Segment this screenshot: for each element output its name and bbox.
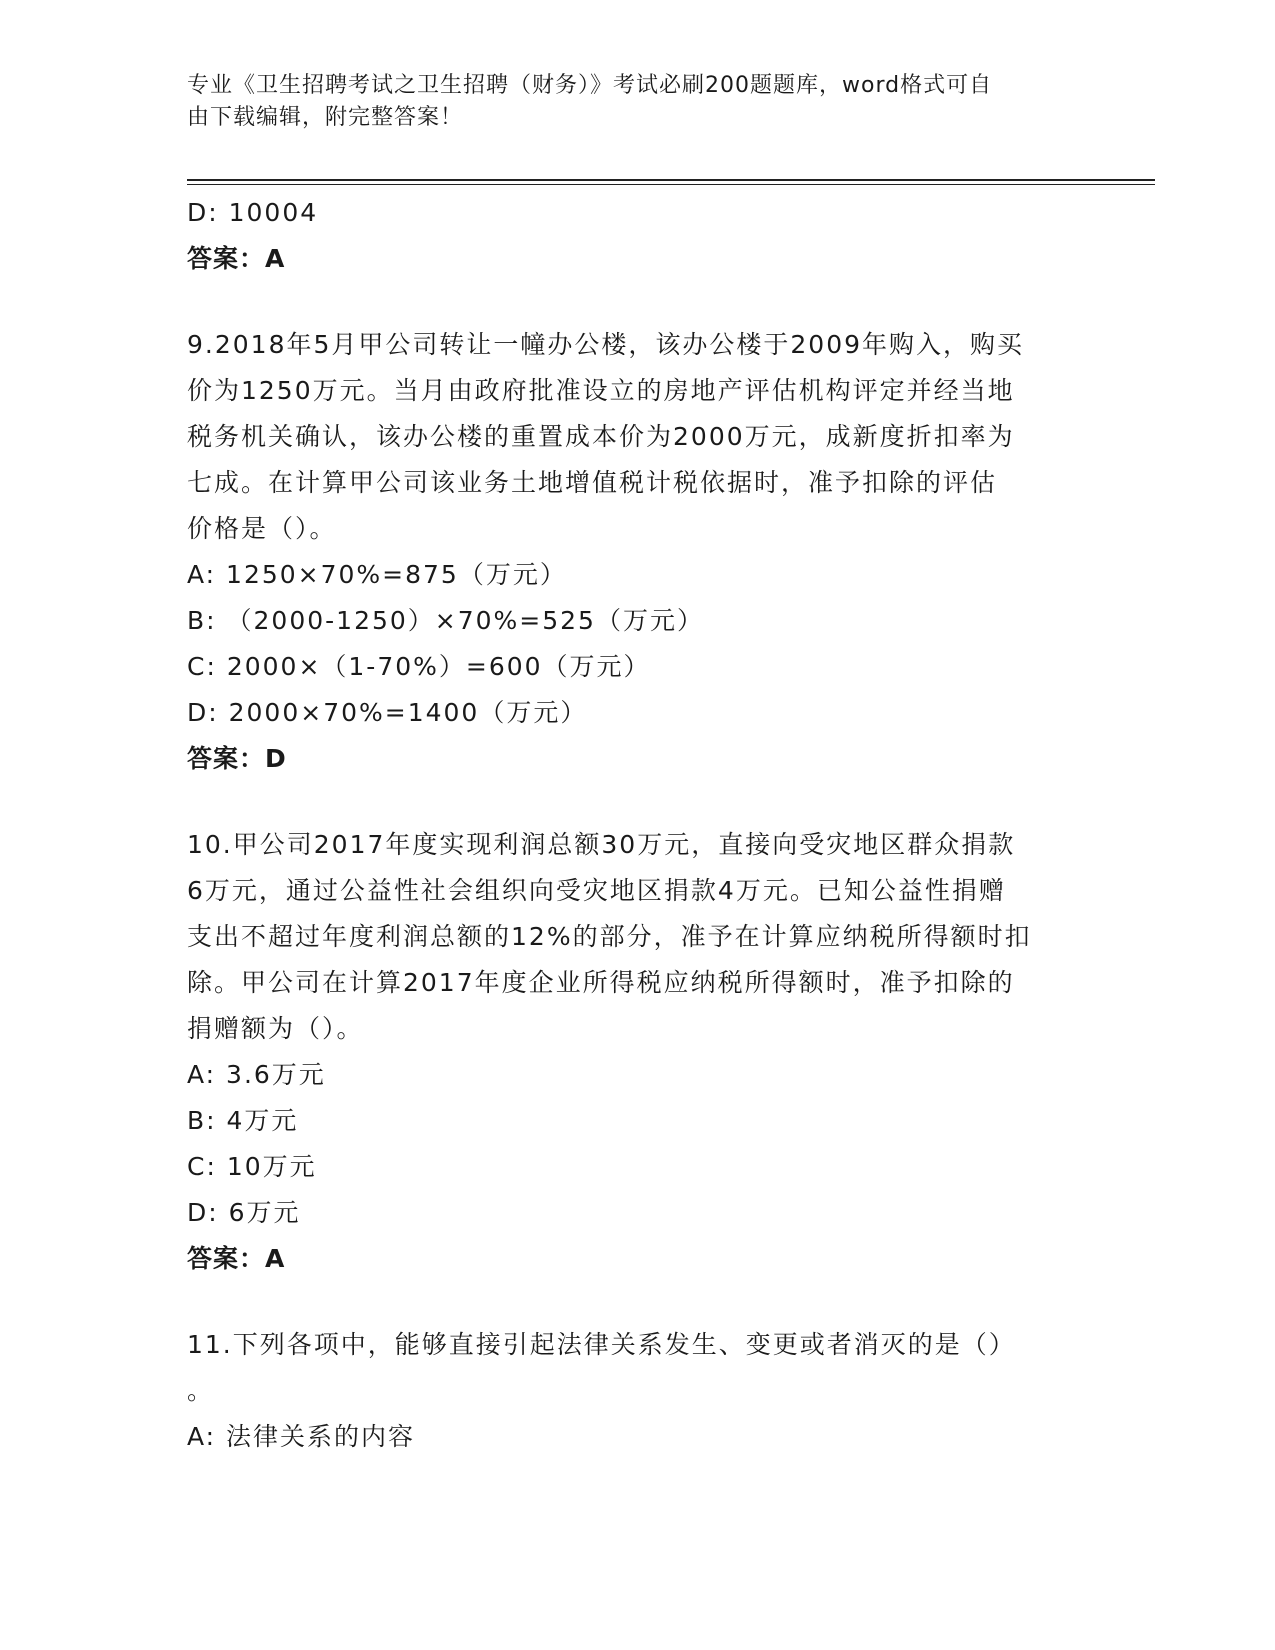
answer-line: 答案：A: [187, 1244, 286, 1273]
answer-line: 答案：D: [187, 744, 287, 773]
header-line-1: 专业《卫生招聘考试之卫生招聘（财务）》考试必刷200题题库，word格式可自: [187, 73, 993, 98]
question-text-line: 9.2018年5月甲公司转让一幢办公楼，该办公楼于2009年购入，购买: [187, 330, 1025, 359]
option-a: A: 1250×70%=875（万元）: [187, 560, 567, 589]
question-text-line: 税务机关确认，该办公楼的重置成本价为2000万元，成新度折扣率为: [187, 422, 1015, 451]
question-text-line: 6万元，通过公益性社会组织向受灾地区捐款4万元。已知公益性捐赠: [187, 876, 1006, 905]
option-c: C: 2000×（1-70%）=600（万元）: [187, 652, 651, 681]
question-text-line: 支出不超过年度利润总额的12%的部分，准予在计算应纳税所得额时扣: [187, 922, 1032, 951]
option-d: D: 2000×70%=1400（万元）: [187, 698, 588, 727]
answer-line: 答案：A: [187, 244, 286, 273]
question-text-line: 捐赠额为（）。: [187, 1014, 364, 1043]
option-b: B: 4万元: [187, 1106, 299, 1135]
question-text-line: 七成。在计算甲公司该业务土地增值税计税依据时，准予扣除的评估: [187, 468, 998, 497]
question-9: [187, 322, 1087, 782]
document-body: [187, 190, 1087, 1460]
question-text-line: 10.甲公司2017年度实现利润总额30万元，直接向受灾地区群众捐款: [187, 830, 1016, 859]
header-divider-thin: [187, 184, 1155, 185]
header-line-2: 由下载编辑，附完整答案！: [187, 105, 464, 130]
question-8-tail: [187, 190, 1087, 282]
question-text-line: 除。甲公司在计算2017年度企业所得税应纳税所得额时，准予扣除的: [187, 968, 1015, 997]
option-d: D: 6万元: [187, 1198, 301, 1227]
question-11: [187, 1322, 1087, 1460]
option-c: C: 10万元: [187, 1152, 317, 1181]
question-text-line: 11.下列各项中，能够直接引起法律关系发生、变更或者消灭的是（）: [187, 1330, 1016, 1359]
page-header: [187, 70, 1087, 134]
question-text-line: 。: [187, 1376, 215, 1405]
header-divider-thick: [187, 179, 1155, 181]
option-b: B: （2000-1250）×70%=525（万元）: [187, 606, 704, 635]
option-d: D: 10004: [187, 198, 319, 227]
question-text-line: 价格是（）。: [187, 514, 337, 543]
option-a: A: 3.6万元: [187, 1060, 326, 1089]
option-a: A: 法律关系的内容: [187, 1422, 416, 1451]
question-text-line: 价为1250万元。当月由政府批准设立的房地产评估机构评定并经当地: [187, 376, 1015, 405]
question-10: [187, 822, 1087, 1282]
